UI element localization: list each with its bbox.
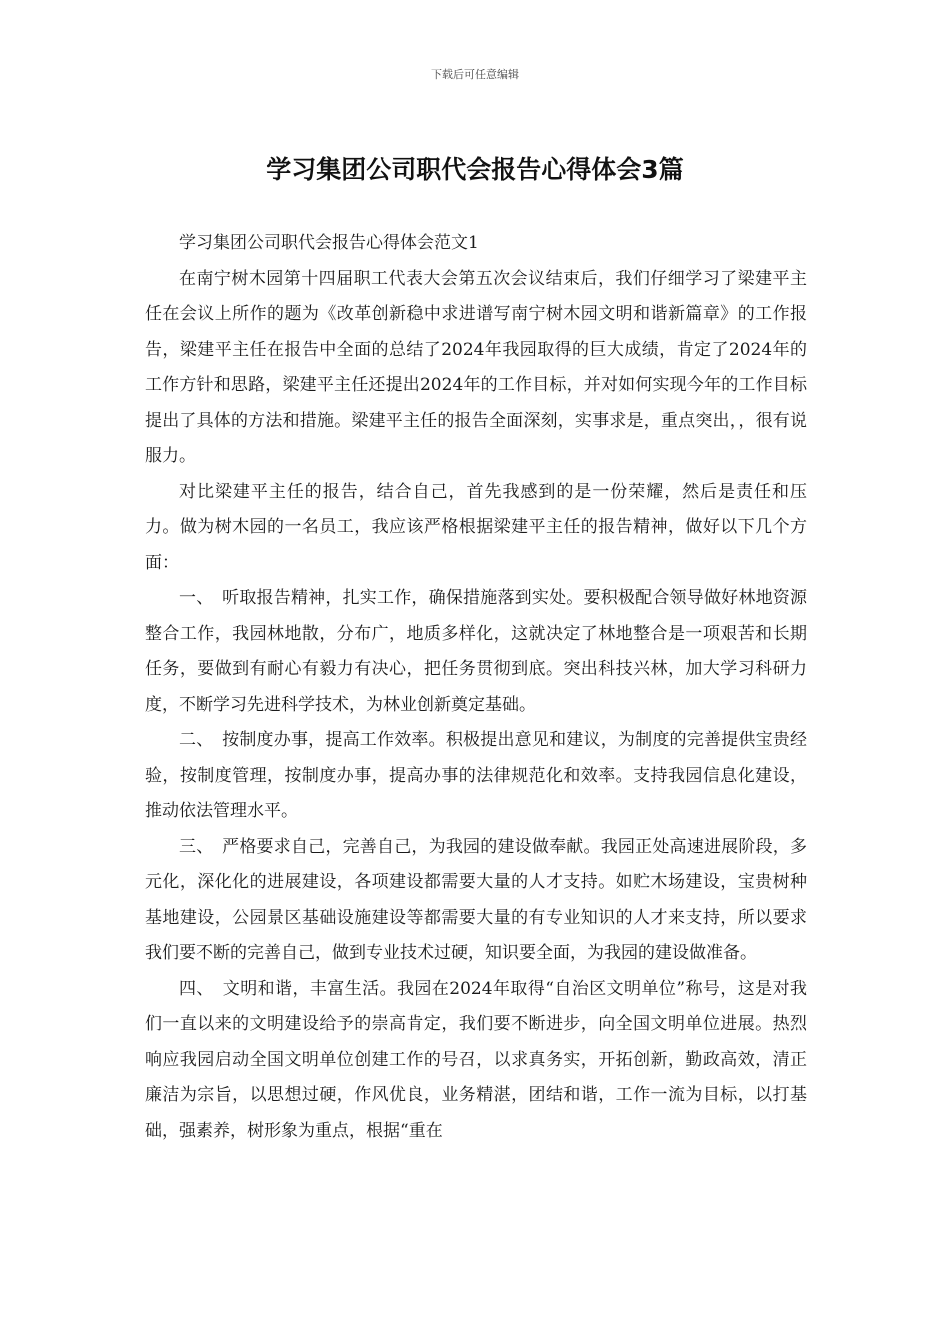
document-body bbox=[145, 226, 807, 1149]
document-title: 学习集团公司职代会报告心得体会3篇 bbox=[266, 155, 684, 184]
header-note: 下载后可任意编辑 bbox=[431, 68, 519, 81]
section-subtitle: 学习集团公司职代会报告心得体会范文1 bbox=[179, 233, 479, 253]
paragraph-point-3: 三、 严格要求自己，完善自己，为我园的建设做奉献。我园正处高速进展阶段，多元化，深化化的进展建设，各项建设都需要大量的人才支持。如贮木场建设，宝贵树种基地建设，公园景区基础设施建设等都需要大量的有专业知识的人才来支持，所以要求我们要不断的完善自己，做到专业技术过硬，知识要全面，为我园的建设做准备。 bbox=[145, 836, 807, 963]
paragraph-reflection: 对比梁建平主任的报告，结合自己，首先我感到的是一份荣耀，然后是责任和压力。做为树木园的一名员工，我应该严格根据梁建平主任的报告精神，做好以下几个方面： bbox=[145, 481, 807, 573]
paragraph-point-1: 一、 听取报告精神，扎实工作，确保措施落到实处。要积极配合领导做好林地资源整合工作，我园林地散，分布广，地质多样化，这就决定了林地整合是一项艰苦和长期任务，要做到有耐心有毅力有决心，把任务贯彻到底。突出科技兴林，加大学习科研力度，不断学习先进科学技术，为林业创新奠定基础。 bbox=[145, 588, 807, 715]
paragraph-point-4: 四、 文明和谐，丰富生活。我园在2024年取得“自治区文明单位”称号，这是对我们一直以来的文明建设给予的崇高肯定，我们要不断进步，向全国文明单位进展。热烈响应我园启动全国文明单位创建工作的号召，以求真务实，开拓创新，勤政高效，清正廉洁为宗旨，以思想过硬，作风优良，业务精湛，团结和谐，工作一流为目标，以打基础，强素养，树形象为重点，根据“重在 bbox=[145, 978, 807, 1141]
paragraph-point-2: 二、 按制度办事，提高工作效率。积极提出意见和建议，为制度的完善提供宝贵经验，按制度管理，按制度办事，提高办事的法律规范化和效率。支持我园信息化建设，推动依法管理水平。 bbox=[145, 730, 807, 821]
paragraph-intro: 在南宁树木园第十四届职工代表大会第五次会议结束后，我们仔细学习了梁建平主任在会议上所作的题为《改革创新稳中求进谱写南宁树木园文明和谐新篇章》的工作报告，梁建平主任在报告中全面的总结了2024年我园取得的巨大成绩，肯定了2024年的工作方针和思路，梁建平主任还提出2024年的工作目标，并对如何实现今年的工作目标提出了具体的方法和措施。梁建平主任的报告全面深刻，实事求是，重点突出，，很有说服力。 bbox=[145, 268, 807, 466]
